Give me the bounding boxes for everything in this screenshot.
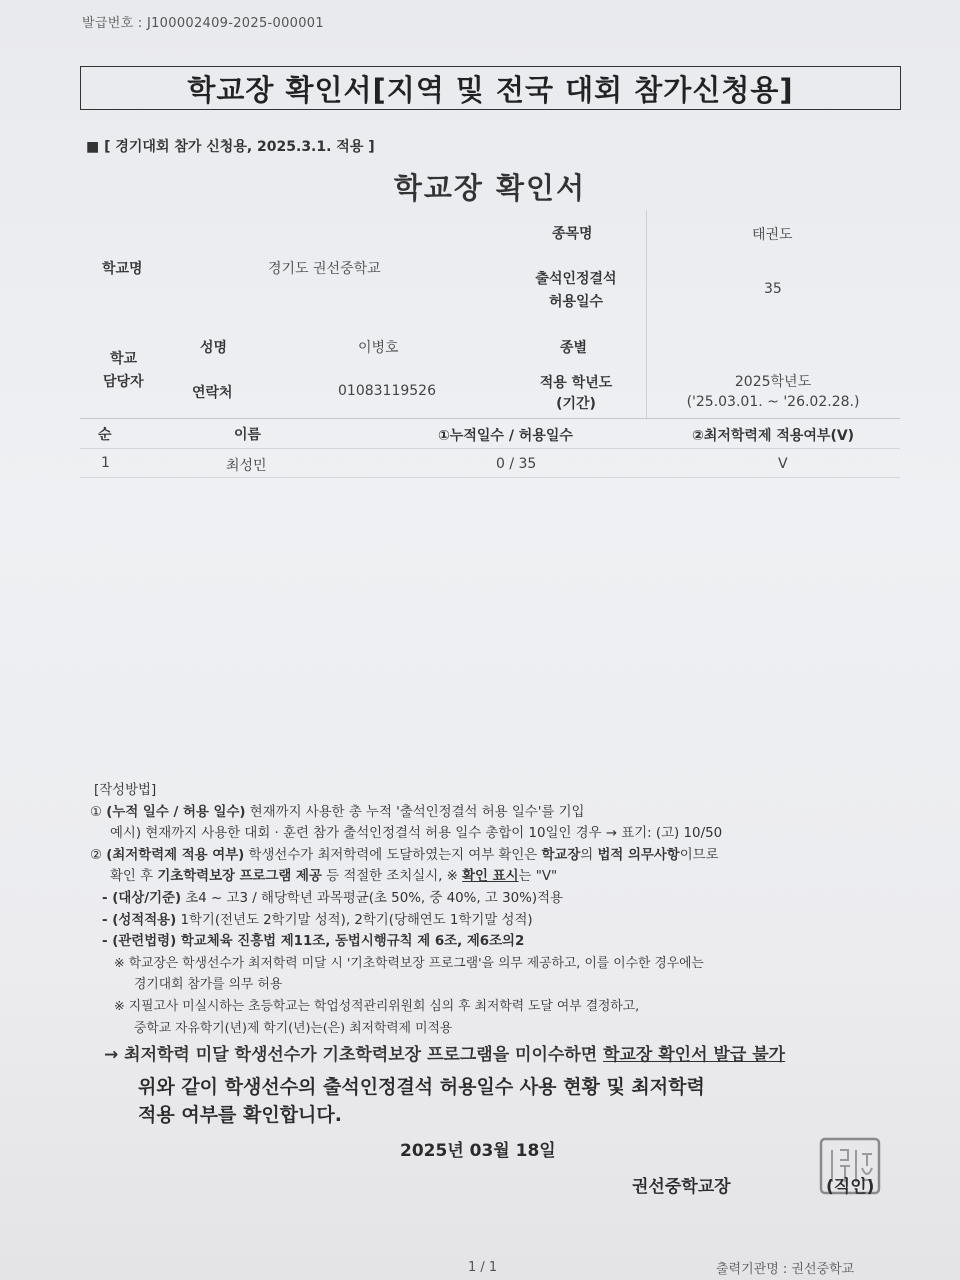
name-label: 성명 bbox=[200, 340, 228, 356]
page-number: 1 / 1 bbox=[468, 1260, 498, 1275]
output-organization: 출력기관명 : 권선중학교 bbox=[716, 1262, 855, 1277]
guide-line-3-text-3: 이므로 bbox=[679, 847, 719, 863]
table-header-name: 이름 bbox=[234, 427, 262, 443]
guide-line-10: ※ 지필고사 미실시하는 초등학교는 학업성적관리위원회 심의 후 최저학력 도달 여부 결정하고, bbox=[114, 998, 640, 1014]
seal-label: (직인) bbox=[826, 1177, 875, 1197]
kind-label: 종별 bbox=[560, 340, 588, 356]
issuance-warning bbox=[104, 1040, 785, 1065]
contact-value: 01083119526 bbox=[338, 383, 436, 399]
guide-line-9: 경기대회 참가를 의무 허용 bbox=[134, 977, 283, 993]
guide-line-1-text: 현재까지 사용한 총 누적 '출석인정결석 허용 일수'를 기입 bbox=[245, 804, 585, 820]
sport-label: 종목명 bbox=[552, 226, 593, 242]
document-title: 학교장 확인서 bbox=[393, 171, 587, 205]
guide-line-4 bbox=[90, 866, 890, 888]
guide-line-4-text-2: 등 적절한 조치실시, ※ bbox=[321, 869, 463, 885]
writing-guide bbox=[90, 780, 890, 1039]
guide-line-5-text: 초4 ~ 고3 / 해당학년 과목평균(초 50%, 중 40%, 고 30%)적용 bbox=[181, 890, 563, 906]
table-header-minimum: ②최저학력제 적용여부(V) bbox=[692, 428, 855, 444]
issuance-warning-underlined: 학교장 확인서 발급 불가 bbox=[603, 1045, 786, 1065]
table-cell-minimum: V bbox=[778, 456, 788, 472]
guide-line-3-text-2: 의 bbox=[580, 847, 598, 863]
guide-line-1-num: ① bbox=[90, 804, 103, 820]
school-label: 학교명 bbox=[102, 261, 143, 277]
guide-line-1-bold: (누적 일수 / 허용 일수) bbox=[106, 804, 246, 820]
guide-line-8: ※ 학교장은 학생선수가 최저학력 미달 시 '기초학력보장 프로그램'을 의무 제공하고, 이를 이수한 경우에는 bbox=[114, 955, 704, 971]
year-label-2: (기간) bbox=[556, 396, 596, 412]
manager-label-1: 학교 bbox=[110, 351, 138, 367]
year-value-1: 2025학년도 bbox=[734, 374, 812, 390]
header-title-box bbox=[80, 66, 901, 110]
allow-label-2: 허용일수 bbox=[548, 294, 604, 310]
header-title: 학교장 확인서[지역 및 전국 대회 참가신청용] bbox=[187, 72, 794, 107]
guide-line-3-bold-3: 법적 의무사항 bbox=[597, 847, 680, 863]
issuance-warning-text: → 최저학력 미달 학생선수가 기초학력보장 프로그램을 미이수하면 bbox=[104, 1045, 604, 1065]
table-bottom-rule bbox=[80, 477, 900, 478]
guide-line-7-text: 학교체육 진흥법 제11조, 동법시행규칙 제 6조, 제6조의2 bbox=[176, 934, 525, 950]
guide-line-3-text: 학생선수가 최저학력에 도달하였는지 여부 확인은 bbox=[244, 847, 542, 863]
confirmation-line-1: 위와 같이 학생선수의 출석인정결석 허용일수 사용 현황 및 최저학력 bbox=[138, 1076, 705, 1098]
guide-line-4-text: 확인 후 bbox=[110, 869, 158, 885]
allow-label-1: 출석인정결석 bbox=[535, 271, 617, 287]
info-divider bbox=[646, 210, 647, 418]
manager-label-2: 담당자 bbox=[103, 374, 144, 390]
issue-date: 2025년 03월 18일 bbox=[400, 1141, 556, 1161]
principal-name: 권선중학교장 bbox=[632, 1177, 731, 1197]
name-value: 이병호 bbox=[358, 340, 399, 356]
confirmation-line-2: 적용 여부를 확인합니다. bbox=[138, 1104, 342, 1126]
guide-line-2: 예시) 현재까지 사용한 대회 · 훈련 참가 출석인정결석 허용 일수 총합이 10일인 경우 → 표기: (고) 10/50 bbox=[110, 826, 723, 842]
guide-line-3-num: ② bbox=[90, 847, 103, 863]
guide-line-5-bold: - (대상/기준) bbox=[102, 890, 182, 906]
year-value-2: ('25.03.01. ~ '26.02.28.) bbox=[686, 394, 860, 410]
guide-line-4-bold: 기초학력보장 프로그램 제공 bbox=[157, 869, 322, 885]
year-label-1: 적용 학년도 bbox=[539, 375, 613, 391]
guide-line-3-bold: (최저학력제 적용 여부) bbox=[106, 847, 245, 863]
guide-line-6-bold: - (성적적용) bbox=[102, 912, 177, 928]
guide-line-7-bold: - (관련법령) bbox=[102, 934, 177, 950]
contact-label: 연락처 bbox=[192, 385, 233, 401]
table-cell-no: 1 bbox=[101, 455, 110, 471]
guide-line-6 bbox=[90, 910, 890, 932]
form-note: ■ [ 경기대회 참가 신청용, 2025.3.1. 적용 ] bbox=[86, 139, 375, 155]
table-cell-days: 0 / 35 bbox=[496, 456, 537, 472]
guide-line-4-text-3: 는 "V" bbox=[518, 869, 558, 885]
guide-line-6-text: 1학기(전년도 2학기말 성적), 2학기(당해연도 1학기말 성적) bbox=[176, 912, 533, 928]
confirmation-statement bbox=[138, 1073, 705, 1129]
table-header-no: 순 bbox=[98, 427, 112, 443]
guide-line-3-bold-2: 학교장 bbox=[541, 847, 581, 863]
issue-number: 발급번호 : J100002409-2025-000001 bbox=[82, 16, 324, 31]
guide-line-7 bbox=[90, 931, 890, 953]
guide-line-4-underlined: 확인 표시 bbox=[462, 869, 519, 885]
school-value: 경기도 권선중학교 bbox=[268, 261, 381, 277]
guide-line-11: 중학교 자유학기(년)제 학기(년)는(은) 최저학력제 미적용 bbox=[134, 1020, 453, 1036]
allow-value: 35 bbox=[764, 281, 782, 297]
guide-line-1 bbox=[90, 802, 890, 824]
table-top-rule bbox=[80, 418, 900, 419]
guide-title: [작성방법] bbox=[94, 783, 157, 798]
guide-line-5 bbox=[90, 888, 890, 910]
table-header-rule bbox=[80, 448, 900, 449]
sport-value: 태권도 bbox=[752, 227, 793, 243]
guide-line-3 bbox=[90, 845, 890, 867]
table-header-days: ①누적일수 / 허용일수 bbox=[438, 428, 573, 444]
table-cell-name: 최성민 bbox=[226, 458, 267, 474]
